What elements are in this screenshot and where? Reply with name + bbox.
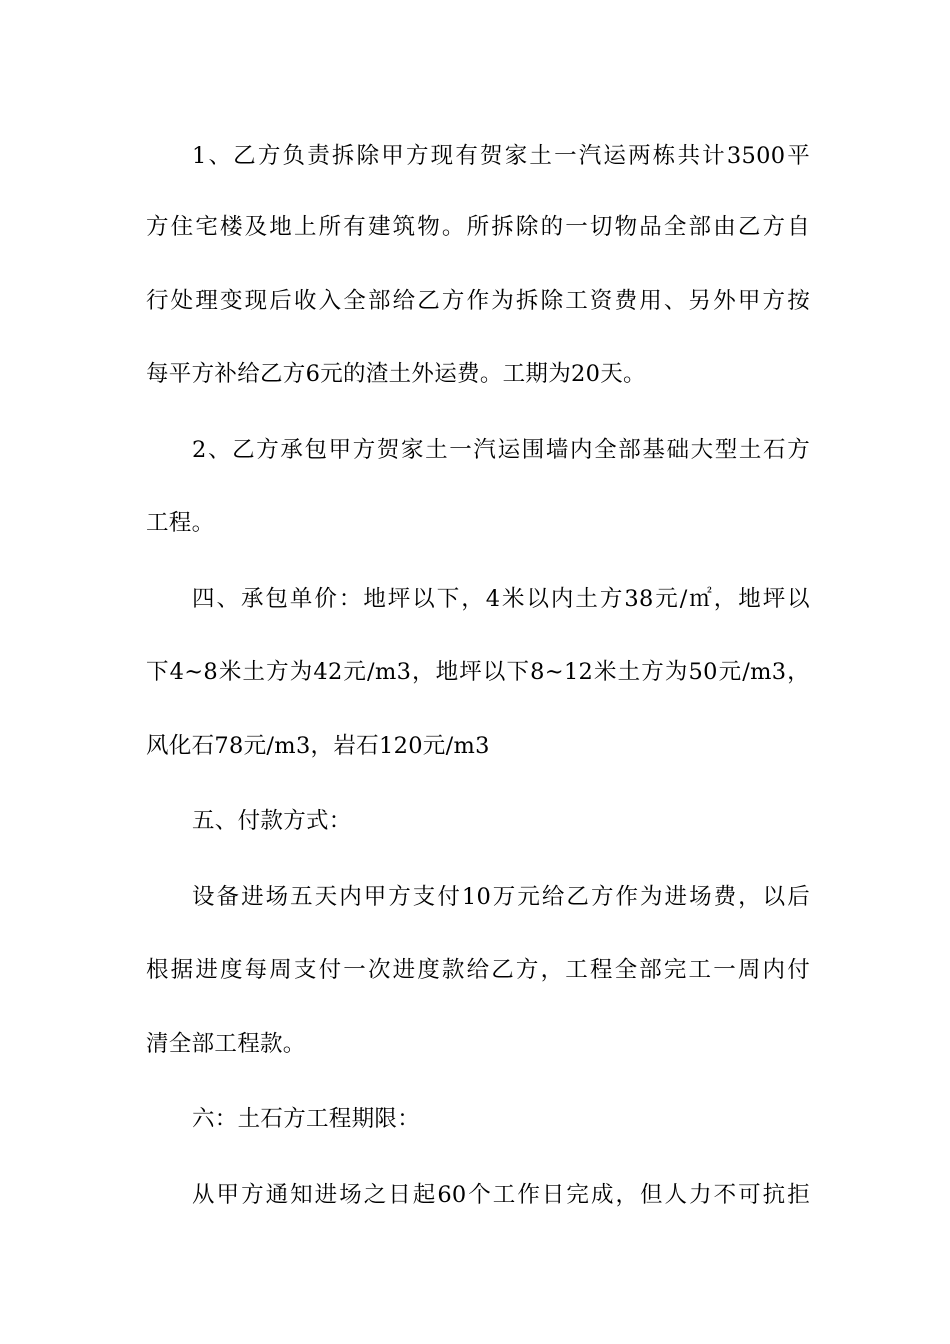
paragraph-1-line-3: 行处理变现后收入全部给乙方作为拆除工资费用、另外甲方按 xyxy=(146,288,810,314)
paragraph-2-line-1: 2、乙方承包甲方贺家土一汽运围墙内全部基础大型土石方 xyxy=(192,437,810,463)
section-5-line-1: 设备进场五天内甲方支付10万元给乙方作为进场费，以后 xyxy=(192,884,810,910)
section-5-line-2: 根据进度每周支付一次进度款给乙方，工程全部完工一周内付 xyxy=(146,957,810,983)
section-4-line-2: 下4~8米土方为42元/m3，地坪以下8~12米土方为50元/m3， xyxy=(146,659,810,685)
paragraph-1-line-1: 1、乙方负责拆除甲方现有贺家土一汽运两栋共计3500平 xyxy=(192,143,810,169)
section-4-line-3: 风化石78元/m3，岩石120元/m3 xyxy=(146,733,490,759)
section-5-heading: 五、付款方式： xyxy=(192,808,352,834)
section-6-line-1: 从甲方通知进场之日起60个工作日完成，但人力不可抗拒 xyxy=(192,1182,810,1208)
paragraph-1-line-2: 方住宅楼及地上所有建筑物。所拆除的一切物品全部由乙方自 xyxy=(146,214,810,240)
paragraph-2-line-2: 工程。 xyxy=(146,510,215,536)
section-4-line-1: 四、承包单价：地坪以下，4米以内土方38元/㎡，地坪以 xyxy=(192,586,810,612)
paragraph-1-line-4: 每平方补给乙方6元的渣土外运费。工期为20天。 xyxy=(146,361,646,387)
section-5-line-3: 清全部工程款。 xyxy=(146,1031,306,1057)
section-6-heading: 六：土石方工程期限： xyxy=(192,1106,421,1132)
